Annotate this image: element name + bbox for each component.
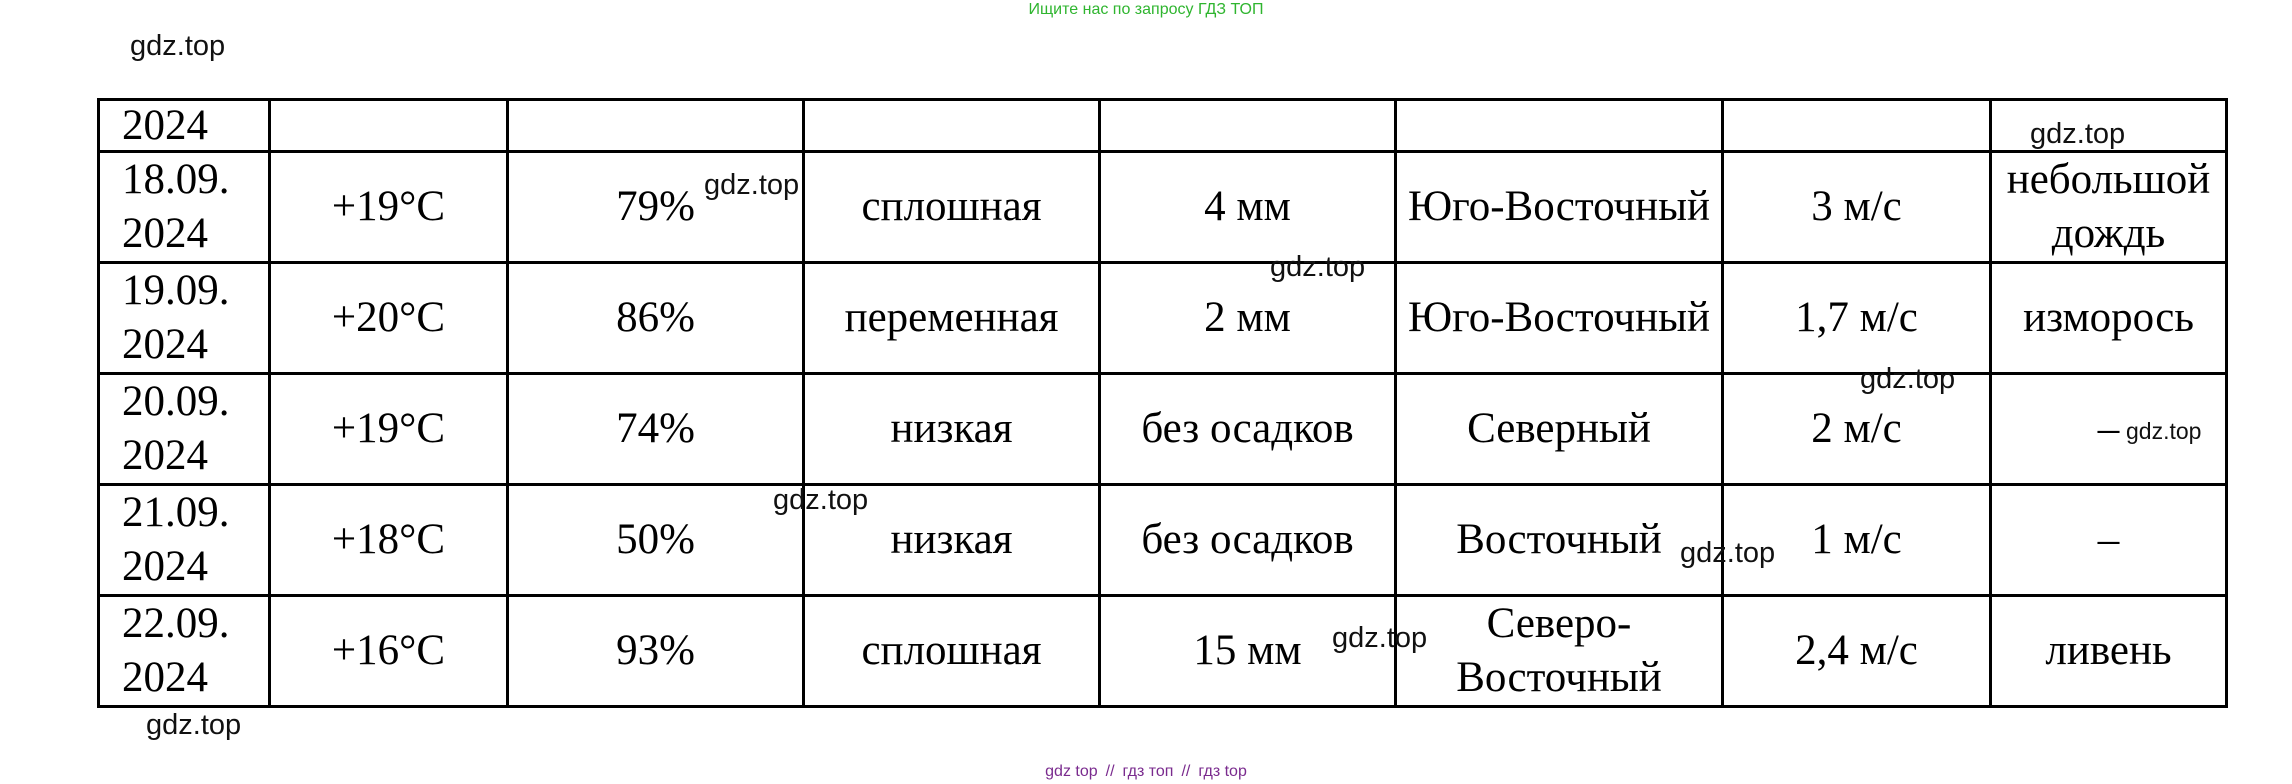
wind-direction-cell: Северо-Восточный bbox=[1396, 596, 1723, 707]
temperature-cell: +18°C bbox=[270, 485, 508, 596]
wind-direction-cell bbox=[1396, 100, 1723, 152]
watermark: gdz.top bbox=[704, 169, 800, 201]
precipitation-cell: без осадков bbox=[1100, 485, 1396, 596]
phenomenon-cell: изморось bbox=[1991, 263, 2227, 374]
temperature-cell: +20°C bbox=[270, 263, 508, 374]
watermark: gdz.top bbox=[773, 484, 869, 516]
humidity-cell: 79% bbox=[508, 152, 804, 263]
precipitation-cell: 4 мм bbox=[1100, 152, 1396, 263]
humidity-cell bbox=[508, 100, 804, 152]
date-cell: 2024 bbox=[99, 100, 270, 152]
temperature-cell bbox=[270, 100, 508, 152]
weather-observation-table bbox=[97, 98, 2228, 708]
watermark: gdz.top bbox=[130, 30, 226, 62]
cloudiness-cell: низкая bbox=[804, 374, 1100, 485]
humidity-cell: 50% bbox=[508, 485, 804, 596]
table-row bbox=[99, 263, 2227, 374]
wind-speed-cell bbox=[1723, 100, 1991, 152]
wind-direction-cell: Восточный bbox=[1396, 485, 1723, 596]
watermark: gdz.top bbox=[2126, 418, 2202, 444]
phenomenon-cell: – bbox=[1991, 374, 2227, 485]
cloudiness-cell: сплошная bbox=[804, 152, 1100, 263]
wind-speed-cell: 1,7 м/с bbox=[1723, 263, 1991, 374]
date-cell: 20.09. 2024 bbox=[99, 374, 270, 485]
temperature-cell: +19°C bbox=[270, 152, 508, 263]
table-row bbox=[99, 485, 2227, 596]
bottom-link[interactable]: gdz top bbox=[1045, 763, 1098, 780]
cloudiness-cell: сплошная bbox=[804, 596, 1100, 707]
date-cell: 21.09. 2024 bbox=[99, 485, 270, 596]
watermark: gdz.top bbox=[2030, 118, 2126, 150]
cloudiness-cell: переменная bbox=[804, 263, 1100, 374]
wind-speed-cell: 3 м/с bbox=[1723, 152, 1991, 263]
wind-direction-cell: Северный bbox=[1396, 374, 1723, 485]
phenomenon-cell: ливень bbox=[1991, 596, 2227, 707]
precipitation-cell: 15 мм bbox=[1100, 596, 1396, 707]
search-hint-banner: Ищите нас по запросу ГДЗ ТОП bbox=[1028, 1, 1264, 18]
wind-speed-cell: 2 м/с bbox=[1723, 374, 1991, 485]
table-row bbox=[99, 596, 2227, 707]
separator: // bbox=[1181, 763, 1191, 780]
temperature-cell: +19°C bbox=[270, 374, 508, 485]
separator: // bbox=[1105, 763, 1115, 780]
wind-direction-cell: Юго-Восточный bbox=[1396, 263, 1723, 374]
wind-speed-cell: 2,4 м/с bbox=[1723, 596, 1991, 707]
date-cell: 22.09. 2024 bbox=[99, 596, 270, 707]
phenomenon-cell: – bbox=[1991, 485, 2227, 596]
wind-speed-cell: 1 м/с bbox=[1723, 485, 1991, 596]
phenomenon-cell: небольшой дождь bbox=[1991, 152, 2227, 263]
watermark: gdz.top bbox=[1332, 622, 1428, 654]
temperature-cell: +16°C bbox=[270, 596, 508, 707]
precipitation-cell bbox=[1100, 100, 1396, 152]
humidity-cell: 86% bbox=[508, 263, 804, 374]
watermark: gdz.top bbox=[1270, 251, 1366, 283]
bottom-link[interactable]: гдз топ bbox=[1122, 763, 1174, 780]
date-cell: 18.09. 2024 bbox=[99, 152, 270, 263]
humidity-cell: 93% bbox=[508, 596, 804, 707]
watermark: gdz.top bbox=[1860, 363, 1956, 395]
precipitation-cell: без осадков bbox=[1100, 374, 1396, 485]
table-row bbox=[99, 100, 2227, 152]
watermark: gdz.top bbox=[146, 709, 242, 741]
table-row bbox=[99, 152, 2227, 263]
cloudiness-cell: низкая bbox=[804, 485, 1100, 596]
date-cell: 19.09. 2024 bbox=[99, 263, 270, 374]
wind-direction-cell: Юго-Восточный bbox=[1396, 152, 1723, 263]
humidity-cell: 74% bbox=[508, 374, 804, 485]
cloudiness-cell bbox=[804, 100, 1100, 152]
bottom-link[interactable]: гдз top bbox=[1198, 763, 1247, 780]
bottom-links bbox=[0, 762, 2292, 782]
precipitation-cell: 2 мм bbox=[1100, 263, 1396, 374]
watermark: gdz.top bbox=[1680, 537, 1776, 569]
